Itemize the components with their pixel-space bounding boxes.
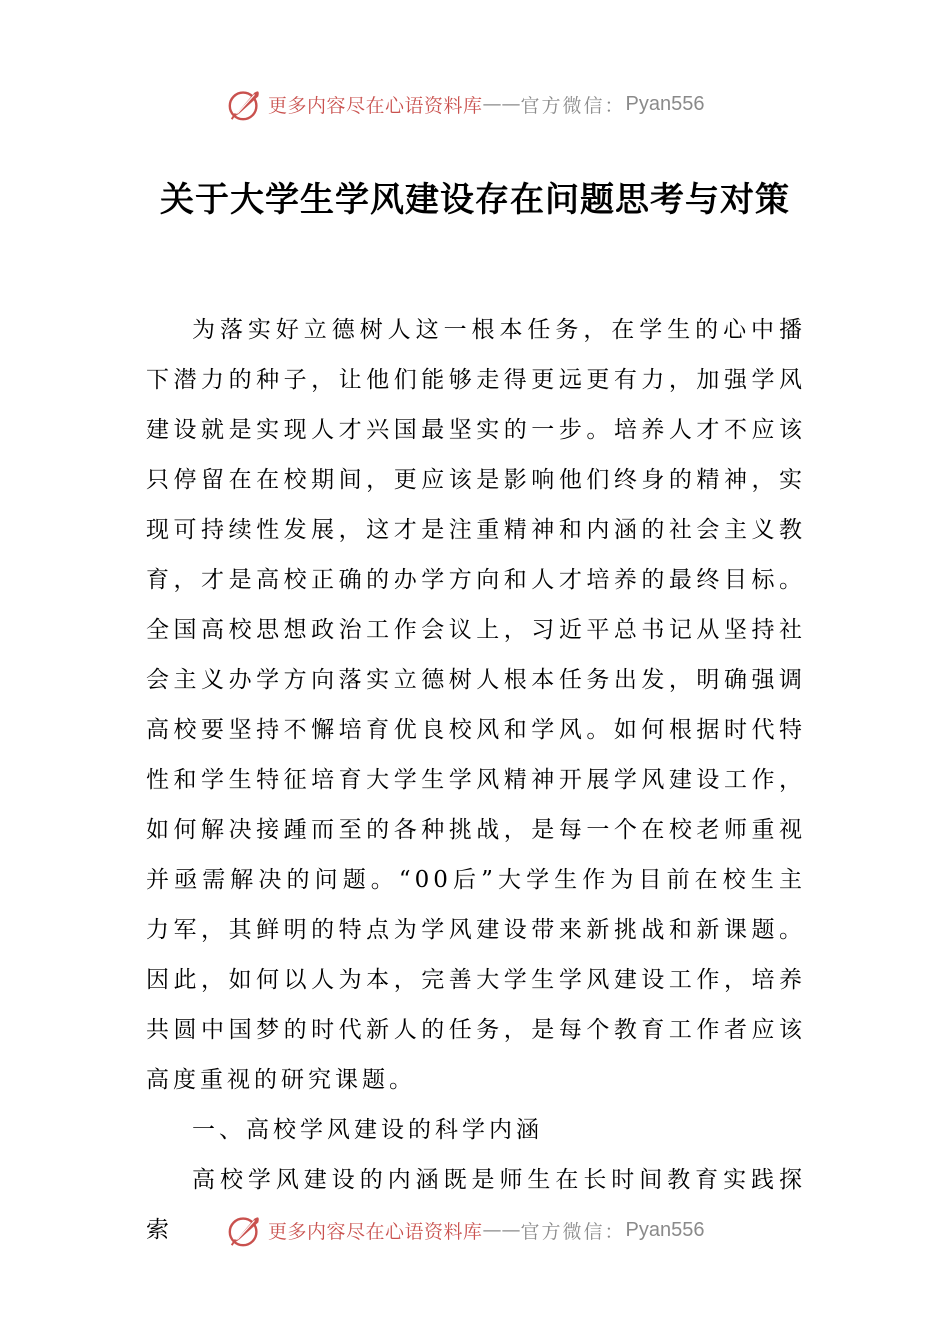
section-heading: 一、高校学风建设的科学内涵 (192, 1117, 543, 1143)
document-body (146, 305, 806, 1255)
watermark-wechat-id: Pyan556 (625, 1218, 705, 1241)
body-paragraph-continued: 高校学风建设的内涵既是师生在长时间教育实践探索 (146, 1167, 806, 1243)
watermark-wechat-label: 官方微信： (520, 1220, 626, 1243)
watermark-dash: —— (482, 1219, 521, 1241)
watermark-text: 更多内容尽在心语资料库 (268, 94, 483, 117)
quill-pen-logo-icon (226, 1211, 264, 1249)
body-paragraph: 为落实好立德树人这一根本任务，在学生的心中播下潜力的种子，让他们能够走得更远更有力，加强学风建设就是实现人才兴国最坚实的一步。培养人才不应该只停留在在校期间，更应该是影响他们终身的精神，实现可持续性发展，这才是注重精神和内涵的社会主义教育，才是高校正确的办学方向和人才培养的最终目标。全国高校思想政治工作会议上，习近平总书记从坚持社会主义办学方向落实立德树人根本任务出发，明确强调高校要坚持不懈培育优良校风和学风。如何根据时代特性和学生特征培育大学生学风精神开展学风建设工作，如何解决接踵而至的各种挑战，是每一个在校老师重视并亟需解决的问题。“00后”大学生作为目前在校生主力军，其鲜明的特点为学风建设带来新挑战和新课题。因此，如何以人为本，完善大学生学风建设工作，培养共圆中国梦的时代新人的任务，是每个教育工作者应该高度重视的研究课题。 (146, 317, 806, 1093)
quill-pen-logo-icon (226, 85, 264, 123)
watermark-text: 更多内容尽在心语资料库 (268, 1220, 483, 1243)
watermark-header (226, 84, 705, 124)
watermark-wechat-label: 官方微信： (520, 94, 626, 117)
watermark-wechat-id: Pyan556 (625, 92, 705, 115)
watermark-footer (226, 1210, 705, 1250)
document-title: 关于大学生学风建设存在问题思考与对策 (160, 180, 790, 220)
watermark-dash: —— (482, 93, 521, 115)
